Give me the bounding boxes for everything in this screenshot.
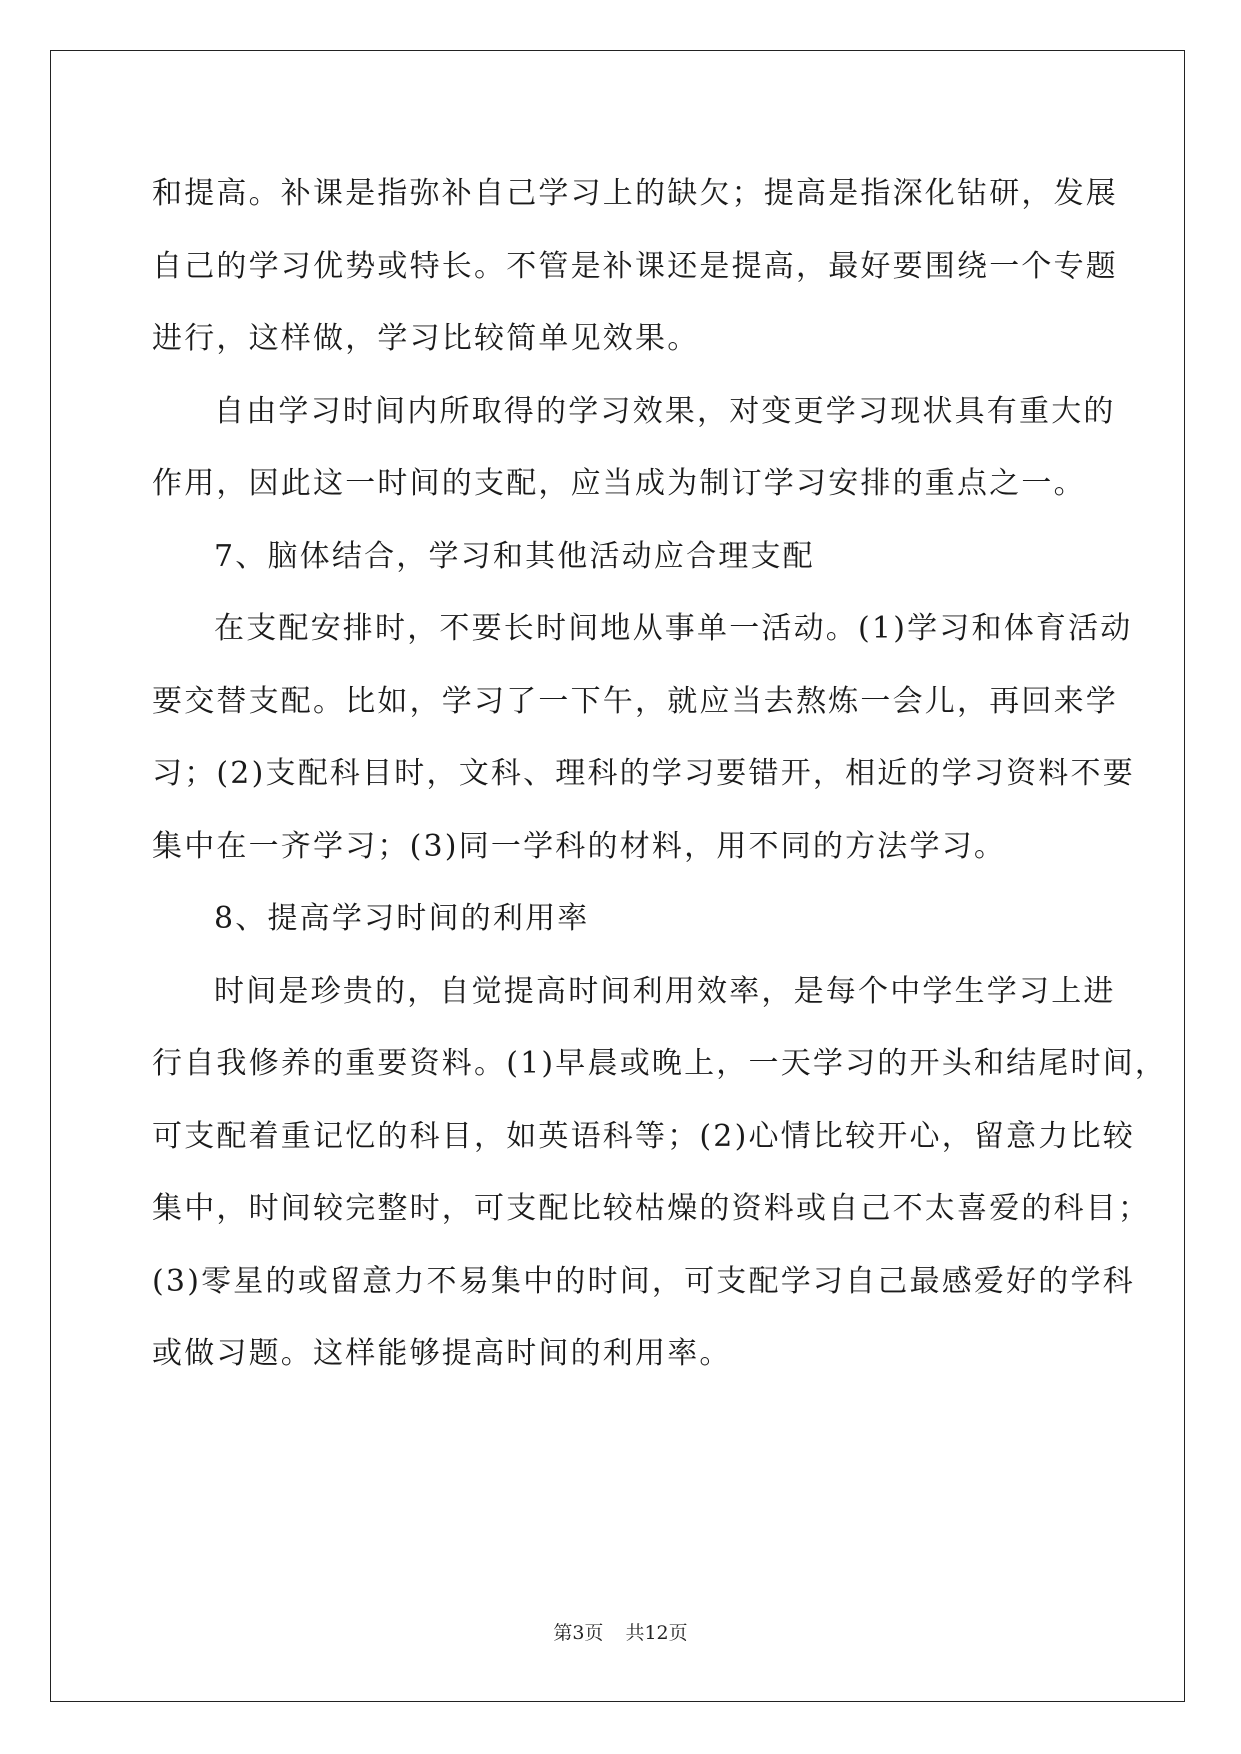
text-line: 行自我修养的重要资料。(1)早晨或晚上，一天学习的开头和结尾时间， <box>152 1046 1168 1081</box>
page-number: 第3页 <box>553 1622 604 1644</box>
text-line: 可支配着重记忆的科目，如英语科等；(2)心情比较开心，留意力比较 <box>152 1118 1135 1154</box>
page-footer <box>0 1618 1241 1645</box>
text-line: 或做习题。这样能够提高时间的利用率。 <box>152 1336 732 1371</box>
text-line: 时间是珍贵的，自觉提高时间利用效率，是每个中学生学习上进 <box>214 973 1116 1009</box>
text-line: 要交替支配。比如，学习了一下午，就应当去熬炼一会儿，再回来学 <box>152 683 1118 719</box>
text-line: 自己的学习优势或特长。不管是补课还是提高，最好要围绕一个专题 <box>152 248 1118 284</box>
text-line: 和提高。补课是指弥补自己学习上的缺欠；提高是指深化钻研，发展 <box>152 176 1118 211</box>
text-line: 作用，因此这一时间的支配，应当成为制订学习安排的重点之一。 <box>152 466 1086 501</box>
text-line: 习；(2)支配科目时，文科、理科的学习要错开，相近的学习资料不要 <box>152 756 1135 791</box>
page-total: 共12页 <box>625 1622 688 1644</box>
text-line: 7、脑体结合，学习和其他活动应合理支配 <box>214 538 815 574</box>
text-line: 在支配安排时，不要长时间地从事单一活动。(1)学习和体育活动 <box>214 611 1133 646</box>
text-line: 进行，这样做，学习比较简单见效果。 <box>152 321 700 356</box>
text-line: 8、提高学习时间的利用率 <box>214 901 590 936</box>
text-line: 集中，时间较完整时，可支配比较枯燥的资料或自己不太喜爱的科目； <box>152 1191 1151 1226</box>
text-line: (3)零星的或留意力不易集中的时间，可支配学习自己最感爱好的学科 <box>152 1263 1135 1299</box>
document-body <box>152 158 1168 1391</box>
text-line: 自由学习时间内所取得的学习效果，对变更学习现状具有重大的 <box>214 393 1116 429</box>
text-line: 集中在一齐学习；(3)同一学科的材料，用不同的方法学习。 <box>152 828 1007 864</box>
